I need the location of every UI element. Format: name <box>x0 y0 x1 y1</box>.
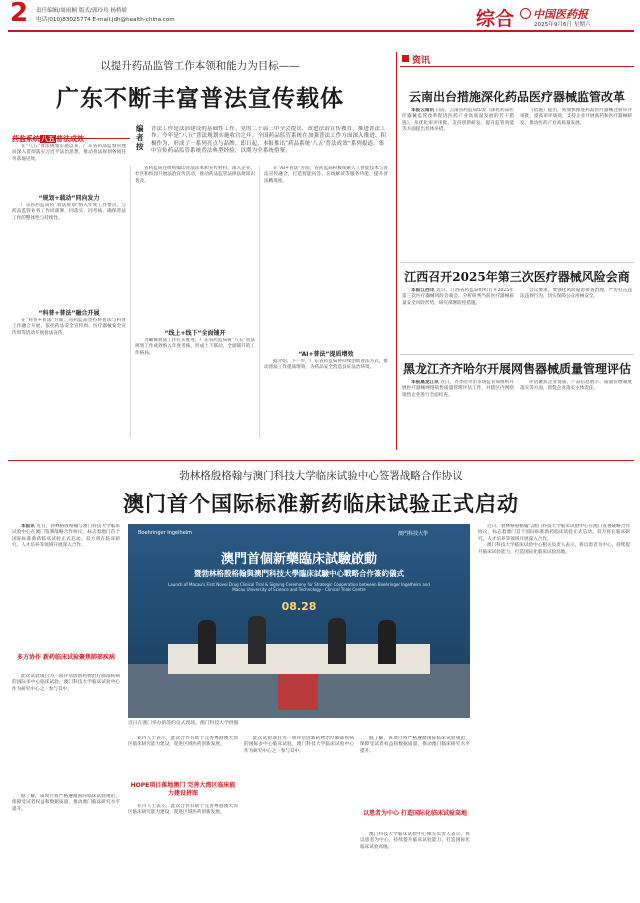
masthead: 中国医药报 <box>533 8 588 21</box>
lead-col1-body-2 <box>12 318 126 438</box>
editor-note: 普法工作是法治建设的基础性工作。党的二十届三中全会提出，改进法治宣传教育，推进普法工作。今年是“八五”普法规划实施收官之年，全国药品监管系统在加强普法工作方面深入推进、积极作为，形成了一系列亮点与品牌。即日起，本报推出“药品系统‘八五’普法成效”系列报道，集中宣传药品监管系统普法典型经验，以期为全系统借鉴。 <box>151 126 387 155</box>
masthead-logo-icon <box>520 8 531 19</box>
contact-line: 电话(010)83025774 E-mail:jdh@health-china.com <box>36 17 175 23</box>
column-label-box <box>12 126 130 143</box>
lead-col1-intro <box>12 144 126 190</box>
screen-headline: 澳門首個新藥臨床試驗啟動 <box>220 552 377 567</box>
lead-paragraph: 据介绍，下一步，广东省药监局将持续创新普法方式，推动普法工作提质增效，为药品安全营造良好法治环境。 <box>264 359 388 371</box>
feature-col4-body <box>360 736 470 806</box>
lead-subhead-1: “规划+载动”同向发力 <box>38 195 100 202</box>
feature-col1 <box>12 524 120 652</box>
news-lead: 本报江西讯 <box>411 288 435 293</box>
feature-title: 澳门首个国际标准新药临床试验正式启动 <box>123 491 519 516</box>
feature-paragraph: 澳门科技大学临床试验中心相关负责人表示，将以患者为中心，持续提升临床试验能力，打造国际化临床试验高地。 <box>360 832 470 850</box>
screen-subline-en: Launch of Macau's First Novel Drug Clinical Trial & Signing Ceremony for Strategic Cooperation between Boehringer Ingelheim and Macau University of Science and Technology - Clinical Trials Centre <box>168 582 430 592</box>
lead-paragraph: 在“AI+普法”方面，省药监局积极探索人工智能技术与普法宣传融合，打造智能问答、在线解读等服务功能，提升普法精准度。 <box>264 166 388 184</box>
news-item2-col2 <box>520 288 632 350</box>
screen-subline: 暨勃林格殷格翰與澳門科技大學臨床試驗中心戰略合作簽約儀式 <box>194 569 404 578</box>
lead-title: 广东不断丰富普法宣传载体 <box>56 85 344 112</box>
news-item1-col1 <box>402 108 514 258</box>
lead-col2-body-2 <box>135 338 255 438</box>
feature-paragraph: 据了解，该项目将严格遵循国际临床试验规范，保障受试者权益和数据质量，推动澳门临床研究水平提升。 <box>12 794 120 812</box>
feature-paragraph: 据了解，该项目将严格遵循国际临床试验规范，保障受试者权益和数据质量，推动澳门临床研究水平提升。 <box>360 736 470 754</box>
news-item2-col1 <box>402 288 514 350</box>
column-label: 药监系统 <box>12 135 40 143</box>
lead-col2-body <box>135 166 255 326</box>
header-rule <box>8 30 634 32</box>
lead-story <box>8 36 392 454</box>
news-item3-col1 <box>402 380 514 448</box>
feature-paragraph: 业内人士表示，此次合作有助于完善粤港澳大湾区临床研究能力建设，促进区域医药创新发展。 <box>128 736 238 748</box>
news-paragraph: 日前，云南省药监局印发《深化药品医疗器械监管改革促进医药产业高质量发展的若干措施》，从优化审评审批、支持创新研发、提升监管效能等方面提出具体举措。 <box>402 108 514 133</box>
lead-col3-body <box>264 166 388 346</box>
feature-col2-top <box>128 736 238 776</box>
feature-subhead-3: 以患者为中心 打造国际化临床试验高地 <box>362 810 468 817</box>
news-lead: 本报云南讯 <box>411 108 435 113</box>
feature-lead: 本报讯 <box>21 524 35 529</box>
feature-paragraph: 业内人士表示，此次合作有助于完善粤港澳大湾区临床研究能力建设，促进区域医药创新发展。 <box>128 804 238 816</box>
news-lead: 本报黑龙江讯 <box>411 380 439 385</box>
lead-subhead-3: “线上+线下”全面铺开 <box>164 330 226 337</box>
news-label: 资讯 <box>412 56 431 66</box>
news-item3-col2 <box>520 380 632 448</box>
person-silhouette <box>248 616 266 664</box>
news-item1-col2 <box>520 108 632 258</box>
news-item2-title: 江西召开2025年第三次医疗器械风险会商 <box>404 270 630 284</box>
person-silhouette <box>328 618 346 664</box>
photo-caption: 近日在澳门举办的签约仪式现场。澳门科技大学供图 <box>128 721 239 726</box>
feature-col4-body-2 <box>360 832 470 894</box>
feature-col1-body-2 <box>12 794 120 894</box>
news-divider <box>400 262 634 263</box>
news-divider <box>400 354 634 355</box>
feature-subhead-1: 多方协作 新药临床试验聚焦肺部疾病 <box>16 654 116 661</box>
feature-rule <box>8 460 634 461</box>
feature-subhead-2: HOPE项目落地澳门 完善大湾区临床能力建设拼图 <box>130 782 236 797</box>
column-label-tail: 普法成效 <box>56 135 84 143</box>
column-label-highlight: 八五 <box>41 135 55 143</box>
person-silhouette <box>198 620 216 664</box>
column-divider <box>259 166 260 438</box>
news-paragraph: 会议要求，要强化风险隐患排查治理，严厉打击违法违规行为，切实保障公众用械安全。 <box>520 288 632 300</box>
lead-paragraph: 省药监局还组织编印普法读本和宣传材料，深入企业、社区和校园开展法治宣传活动，推动药品监管法律法规知识普及。 <box>135 166 255 184</box>
feature-story <box>8 464 634 900</box>
page-header <box>0 0 640 36</box>
news-paragraph: 评估聚焦企业资质、产品信息展示、质量管理制度落实等方面，督促企业落实主体责任。 <box>520 380 632 392</box>
screen-date: 08.28 <box>281 600 317 613</box>
news-header <box>400 54 634 67</box>
news-item3-title: 黑龙江齐齐哈尔开展网售器械质量管理评估 <box>402 362 631 376</box>
feature-col1-body <box>12 674 120 792</box>
event-screen <box>128 524 470 664</box>
podium <box>278 674 318 710</box>
feature-col3-body <box>244 736 354 894</box>
editor-line: 责任编辑/周雨桐 版式/郭玲玲 杨桥娇 <box>36 8 128 14</box>
section-name: 综合 <box>476 8 515 30</box>
feature-kicker: 勃林格殷格翰与澳门科技大学临床试验中心签署战略合作协议 <box>179 470 463 482</box>
section-divider <box>396 52 397 450</box>
lead-paragraph: 为确保普法工作扎实推进，广东省药监局将“八五”普法规划工作成效纳入年度考核，形成上下联动、全面铺开的工作格局。 <box>135 338 255 356</box>
feature-col2-body <box>128 804 238 894</box>
sponsor-right-logo: 澳門科技大學 <box>398 531 429 537</box>
person-silhouette <box>378 620 396 664</box>
lead-col3-body-2 <box>264 359 388 439</box>
lead-kicker: 以提升药品监管工作本领和能力为目标—— <box>100 60 300 72</box>
feature-paragraph: 澳门科技大学临床试验中心相关负责人表示，将以患者为中心，持续提升临床试验能力，打造国际化临床试验高地。 <box>478 543 630 555</box>
feature-paragraph: 此次试验项目为一项评估创新药物治疗肺部疾病的国际多中心临床试验，澳门科技大学临床试验中心作为研究中心之一参与其中。 <box>12 674 120 692</box>
lead-col1-body <box>12 203 126 307</box>
lead-subhead-4: “AI+普法”提质增效 <box>298 351 354 358</box>
column-divider <box>130 166 131 438</box>
news-paragraph: 《措施》提出，将加快推进药品医疗器械注册审评审批，提高审评质效，支持企业开展新药和医疗器械研发，推动医药产业高质量发展。 <box>520 108 632 126</box>
issue-date: 2025年9月6日 星期六 <box>534 22 591 28</box>
sponsor-left-logo: Boehringer Ingelheim <box>138 530 193 536</box>
feature-paragraph: 近日，勃林格殷格翰与澳门科技大学临床试验中心在澳门签署战略合作协议，标志着澳门首个国际标准新药临床试验正式启动。双方将在临床研究、人才培养等领域开展深入合作。 <box>478 524 630 542</box>
feature-right-col <box>478 524 630 894</box>
signing-photo <box>128 524 470 718</box>
page-number: 2 <box>10 0 29 28</box>
news-paragraph: 近日，江西省药监局组织召开2025年第三次医疗器械风险会商会，分析研判当前医疗器械质量安全风险形势，研究部署防控措施。 <box>402 288 514 306</box>
news-column <box>400 52 634 452</box>
lead-subhead-2: “科普+普法”融合开展 <box>38 310 100 317</box>
lead-paragraph: 在“科普+普法”方面，省药监局坚持将普法与科普工作融合开展，依托药品安全宣传周、医疗器械安全宣传周等活动开展普法宣传。 <box>12 318 126 336</box>
feature-paragraph: 近日，勃林格殷格翰与澳门科技大学临床试验中心在澳门签署战略合作协议，标志着澳门首个国际标准新药临床试验正式启动。双方将在临床研究、人才培养等领域开展深入合作。 <box>12 524 120 549</box>
editor-note-label: 编者按 <box>136 124 144 151</box>
news-item1-title: 云南出台措施深化药品医疗器械监管改革 <box>408 90 625 104</box>
news-square-icon <box>402 55 409 62</box>
lead-paragraph: 广东省药监局将“普法规划”纳入年度工作要点，与药品监管业务工作同部署、同落实、同考核，确保普法工作的整体性与持续性。 <box>12 203 126 221</box>
lead-paragraph: 在“八五”普法规划实施以来，广东省药品监督管理局深入贯彻落实习近平法治思想，推动普法规划各项任务落地见效。 <box>12 144 126 162</box>
feature-paragraph: 此次试验项目为一项评估创新药物治疗肺部疾病的国际多中心临床试验，澳门科技大学临床试验中心作为研究中心之一参与其中。 <box>244 736 354 754</box>
news-paragraph: 近日，齐齐哈尔市市场监管局组织开展医疗器械网络销售质量管理评估工作，对辖区内网络销售企业进行全面检查。 <box>402 380 514 398</box>
